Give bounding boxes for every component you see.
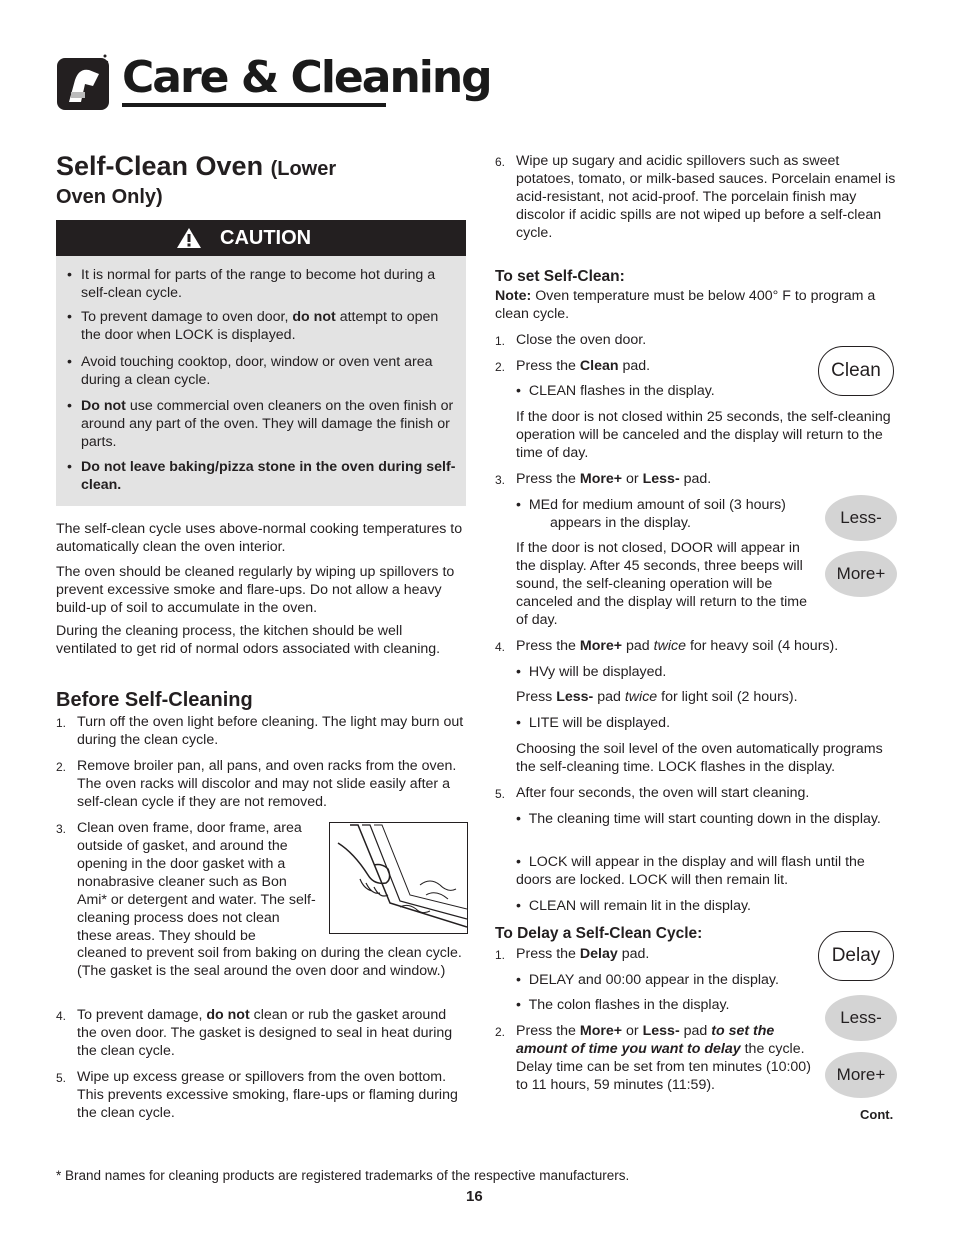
caution-item: • Do not leave baking/pizza stone in the oven during self-clean. <box>67 459 456 493</box>
list-item: 5. Wipe up excess grease or spillovers from the oven bottom. This prevents excessive smoking, flare-ups or flaming during the clean cycle. <box>56 1069 458 1121</box>
section-title-sub: (Lower <box>270 158 337 180</box>
section-title-main: Self-Clean Oven <box>56 151 264 181</box>
oven-frame-illustration <box>329 822 468 934</box>
set-self-clean-heading: To set Self-Clean: <box>495 268 625 285</box>
list-item: 5. After four seconds, the oven will start cleaning. <box>495 785 810 801</box>
list-item: 3. Press the More+ or Less- pad. <box>495 471 712 487</box>
bullet: • DELAY and 00:00 appear in the display. <box>516 972 779 988</box>
caution-item: • It is normal for parts of the range to become hot during a self-clean cycle. <box>67 267 436 301</box>
delay-heading: To Delay a Self-Clean Cycle: <box>495 925 703 942</box>
caution-item: • Do not use commercial oven cleaners on the oven finish or around any part of the oven. They will damage the finish or parts. <box>67 398 454 450</box>
paragraph: Choosing the soil level of the oven automatically programs the self-cleaning time. LOCK flashes in the display. <box>516 741 883 775</box>
list-item: 4. Press the More+ pad twice for heavy soil (4 hours). <box>495 638 839 654</box>
title-underline <box>122 103 386 107</box>
caution-label: CAUTION <box>220 227 312 249</box>
list-item: 2. Remove broiler pan, all pans, and oven racks from the oven. The oven racks will discolor and may not slide easily after a self-clean cycle if they are not removed. <box>56 758 457 810</box>
list-item-continued: cleaned to prevent soil from baking on during the clean cycle. (The gasket is the seal around the oven door and window.) <box>77 945 462 979</box>
warning-icon <box>176 227 202 249</box>
bullet: • LOCK will appear in the display and will flash until the doors are locked. LOCK will then remain lit. <box>516 854 865 888</box>
page-number: 16 <box>466 1188 483 1205</box>
intro-paragraph: The self-clean cycle uses above-normal cooking temperatures to automatically clean the oven interior. <box>56 521 463 555</box>
page-title: Care & Cleaning <box>122 52 491 103</box>
clean-pad: Clean <box>818 346 894 396</box>
bullet: • The cleaning time will start counting down in the display. <box>516 811 881 827</box>
delay-pad: Delay <box>818 931 894 981</box>
bullet: • The colon flashes in the display. <box>516 997 730 1013</box>
list-item: 2. Press the More+ or Less- pad to set the amount of time you want to delay the cycle. Delay time can be set from ten minutes (10:00) to 11 hours, 59 minutes (11:59). <box>495 1023 811 1093</box>
list-item: 1. Press the Delay pad. <box>495 946 650 962</box>
section-title <box>56 150 336 185</box>
bullet: • CLEAN flashes in the display. <box>516 383 715 399</box>
before-cleaning-heading: Before Self-Cleaning <box>56 689 253 711</box>
footnote: * Brand names for cleaning products are registered trademarks of the respective manufacturers. <box>56 1168 630 1183</box>
intro-paragraph: The oven should be cleaned regularly by wiping up spillovers to prevent excessive smoke and flare-ups. Do not allow a heavy build-up of soil to accumulate in the oven. <box>56 564 455 616</box>
bullet: • CLEAN will remain lit in the display. <box>516 898 751 914</box>
caution-box <box>56 256 466 506</box>
list-item: 3. Clean oven frame, door frame, area outside of gasket, and around the opening in the door gasket with a nonabrasive cleaner such as Bon Ami* or detergent and water. The self-cleaning process does not clean these areas. They should be <box>56 820 316 944</box>
more-pad: More+ <box>825 551 897 597</box>
list-item: 1. Turn off the oven light before cleaning. The light may burn out during the clean cycle. <box>56 714 464 748</box>
caution-item: • Avoid touching cooktop, door, window or oven vent area during a clean cycle. <box>67 354 433 388</box>
intro-paragraph: During the cleaning process, the kitchen should be well ventilated to get rid of normal odors associated with cleaning. <box>56 623 441 657</box>
list-item: 4. To prevent damage, do not clean or rub the gasket around the oven door. The gasket is designed to seal in heat during the clean cycle. <box>56 1007 453 1059</box>
bullet: • MEd for medium amount of soil (3 hours) <box>516 497 786 513</box>
bullet: • LITE will be displayed. <box>516 715 671 731</box>
note: Note: Oven temperature must be below 400° F to program a clean cycle. <box>495 288 876 322</box>
list-item: 6. Wipe up sugary and acidic spillovers such as sweet potatoes, tomato, or milk-based sauces. Porcelain enamel is acid-resistant, not acid-proof. The porcelain finish may discolor if acidic spills are not wiped up before a self-clean cycle. <box>495 153 896 241</box>
cleaning-glove-icon <box>55 52 111 112</box>
caution-item: • To prevent damage to oven door, do not attempt to open the door when LOCK is displayed. <box>67 309 439 343</box>
section-subtitle: Oven Only) <box>56 186 163 208</box>
continued-label: Cont. <box>860 1107 894 1122</box>
more-pad: More+ <box>825 1052 897 1098</box>
caution-header <box>56 220 466 256</box>
bullet: • HVy will be displayed. <box>516 664 667 680</box>
less-pad: Less- <box>825 995 897 1041</box>
list-item: 1. Close the oven door. <box>495 332 647 348</box>
paragraph: If the door is not closed within 25 seconds, the self-cleaning operation will be canceled and the display will return to the time of day. <box>516 409 891 461</box>
bullet-continued: appears in the display. <box>550 515 691 531</box>
paragraph: Press Less- pad twice for light soil (2 hours). <box>516 689 798 705</box>
paragraph: If the door is not closed, DOOR will appear in the display. After 45 seconds, three beeps will sound, the self-cleaning operation will be canceled and the display will return to the time of day. <box>516 540 808 628</box>
less-pad: Less- <box>825 495 897 541</box>
list-item: 2. Press the Clean pad. <box>495 358 651 374</box>
